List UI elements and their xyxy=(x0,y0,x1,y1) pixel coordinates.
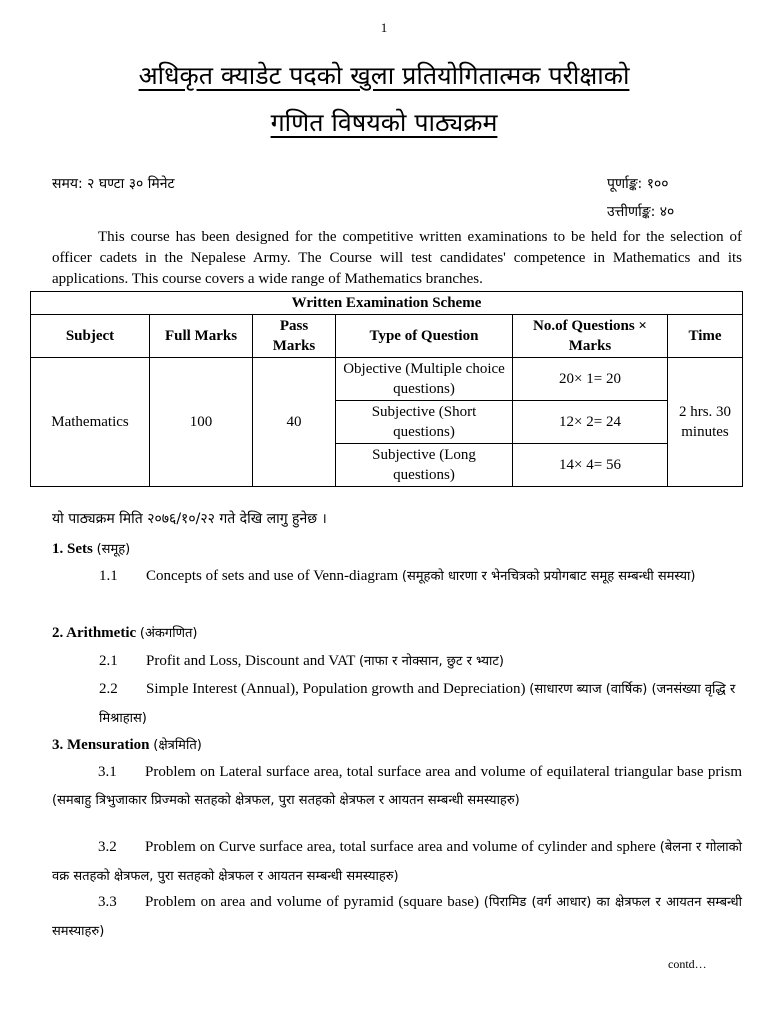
cell-full-marks: 100 xyxy=(150,358,253,487)
cell-time: 2 hrs. 30 minutes xyxy=(668,358,743,487)
section-title-np: (अंकगणित) xyxy=(139,626,198,641)
item-text-np: (साधारण ब्याज (वार्षिक) (जनसंख्या वृद्धि र मिश्राहास) xyxy=(99,682,736,726)
cell-marks: 12× 2= 24 xyxy=(513,401,668,444)
document-title: अधिकृत क्याडेट पदको खुला प्रतियोगितात्मक परीक्षाको xyxy=(138,61,630,90)
header-subject: Subject xyxy=(31,315,150,358)
item-text: Problem on area and volume of pyramid (square base) xyxy=(145,894,479,910)
section-title: 1. Sets xyxy=(52,541,93,557)
item-text-np: (नाफा र नोक्सान, छुट र भ्याट) xyxy=(358,654,504,669)
header-type: Type of Question xyxy=(336,315,513,358)
header-full-marks: Full Marks xyxy=(150,315,253,358)
item-text-np: (समूहको धारणा र भेनचित्रको प्रयोगबाट समूह सम्बन्धी समस्या) xyxy=(401,569,696,584)
section-heading xyxy=(52,535,130,564)
item-number: 2.2 xyxy=(99,681,118,697)
full-marks: पूर्णाङ्क: १०० xyxy=(607,176,669,192)
item-text: Profit and Loss, Discount and VAT xyxy=(146,653,356,669)
item-text-np: (बेलना र गोलाको वक्र सतहको क्षेत्रफल, पुरा सतहको क्षेत्रफल र आयतन सम्बन्धी समस्याहरु) xyxy=(52,840,742,884)
cell-type: Objective (Multiple choice questions) xyxy=(336,358,513,401)
header-time: Time xyxy=(668,315,743,358)
item-number: 2.1 xyxy=(99,653,118,669)
effective-date-note: यो पाठ्यक्रम मिति २०७६/१०/२२ गते देखि लागु हुनेछ । xyxy=(52,511,327,527)
syllabus-item xyxy=(52,758,742,815)
header-pass-marks: Pass Marks xyxy=(253,315,336,358)
continued-label: contd… xyxy=(668,957,707,971)
item-text: Simple Interest (Annual), Population growth and Depreciation) xyxy=(146,681,526,697)
cell-subject: Mathematics xyxy=(31,358,150,487)
section-heading xyxy=(52,619,197,648)
pass-marks: उत्तीर्णाङ्क: ४० xyxy=(607,204,675,220)
section-title-np: (समूह) xyxy=(96,542,131,557)
section-title: 2. Arithmetic xyxy=(52,625,137,641)
cell-type: Subjective (Short questions) xyxy=(336,401,513,444)
section-heading xyxy=(52,731,202,760)
section-title-np: (क्षेत्रमिति) xyxy=(153,738,202,753)
syllabus-item xyxy=(52,888,742,946)
item-number: 3.3 xyxy=(98,894,117,910)
exam-time: समय: २ घण्टा ३० मिनेट xyxy=(52,176,175,192)
item-text-np: (समबाहु त्रिभुजाकार प्रिज्मको सतहको क्षेत्रफल, पुरा सतहको क्षेत्रफल र आयतन सम्बन्धी समस्याहरु) xyxy=(52,793,520,808)
item-text-np: (पिरामिड (वर्ग आधार) का क्षेत्रफल र आयतन सम्बन्धी समस्याहरु) xyxy=(52,895,742,939)
cell-marks: 20× 1= 20 xyxy=(513,358,668,401)
scheme-caption: Written Examination Scheme xyxy=(31,292,743,315)
item-number: 3.2 xyxy=(98,839,117,855)
cell-pass-marks: 40 xyxy=(253,358,336,487)
item-text: Concepts of sets and use of Venn-diagram xyxy=(146,568,399,584)
section-title: 3. Mensuration xyxy=(52,737,150,753)
item-number: 1.1 xyxy=(99,568,118,584)
syllabus-item xyxy=(52,833,742,891)
item-number: 3.1 xyxy=(98,764,117,780)
item-text: Problem on Curve surface area, total surface area and volume of cylinder and sphere xyxy=(145,839,656,855)
page-number: 1 xyxy=(380,20,388,35)
syllabus-item xyxy=(99,675,742,733)
cell-marks: 14× 4= 56 xyxy=(513,444,668,487)
exam-scheme-table xyxy=(30,291,743,487)
cell-type: Subjective (Long questions) xyxy=(336,444,513,487)
syllabus-item xyxy=(99,647,742,676)
document-subtitle: गणित विषयको पाठ्यक्रम xyxy=(270,108,498,137)
header-no-questions: No.of Questions × Marks xyxy=(513,315,668,358)
item-text: Problem on Lateral surface area, total surface area and volume of equilateral triangular base prism xyxy=(145,764,742,780)
intro-paragraph: This course has been designed for the competitive written examinations to be held for the selection of officer cadets in the Nepalese Army. The Course will test candidates' competence in Mathematics and its applications. This course covers a wide range of Mathematics branches. xyxy=(52,229,742,287)
syllabus-item xyxy=(99,562,742,591)
